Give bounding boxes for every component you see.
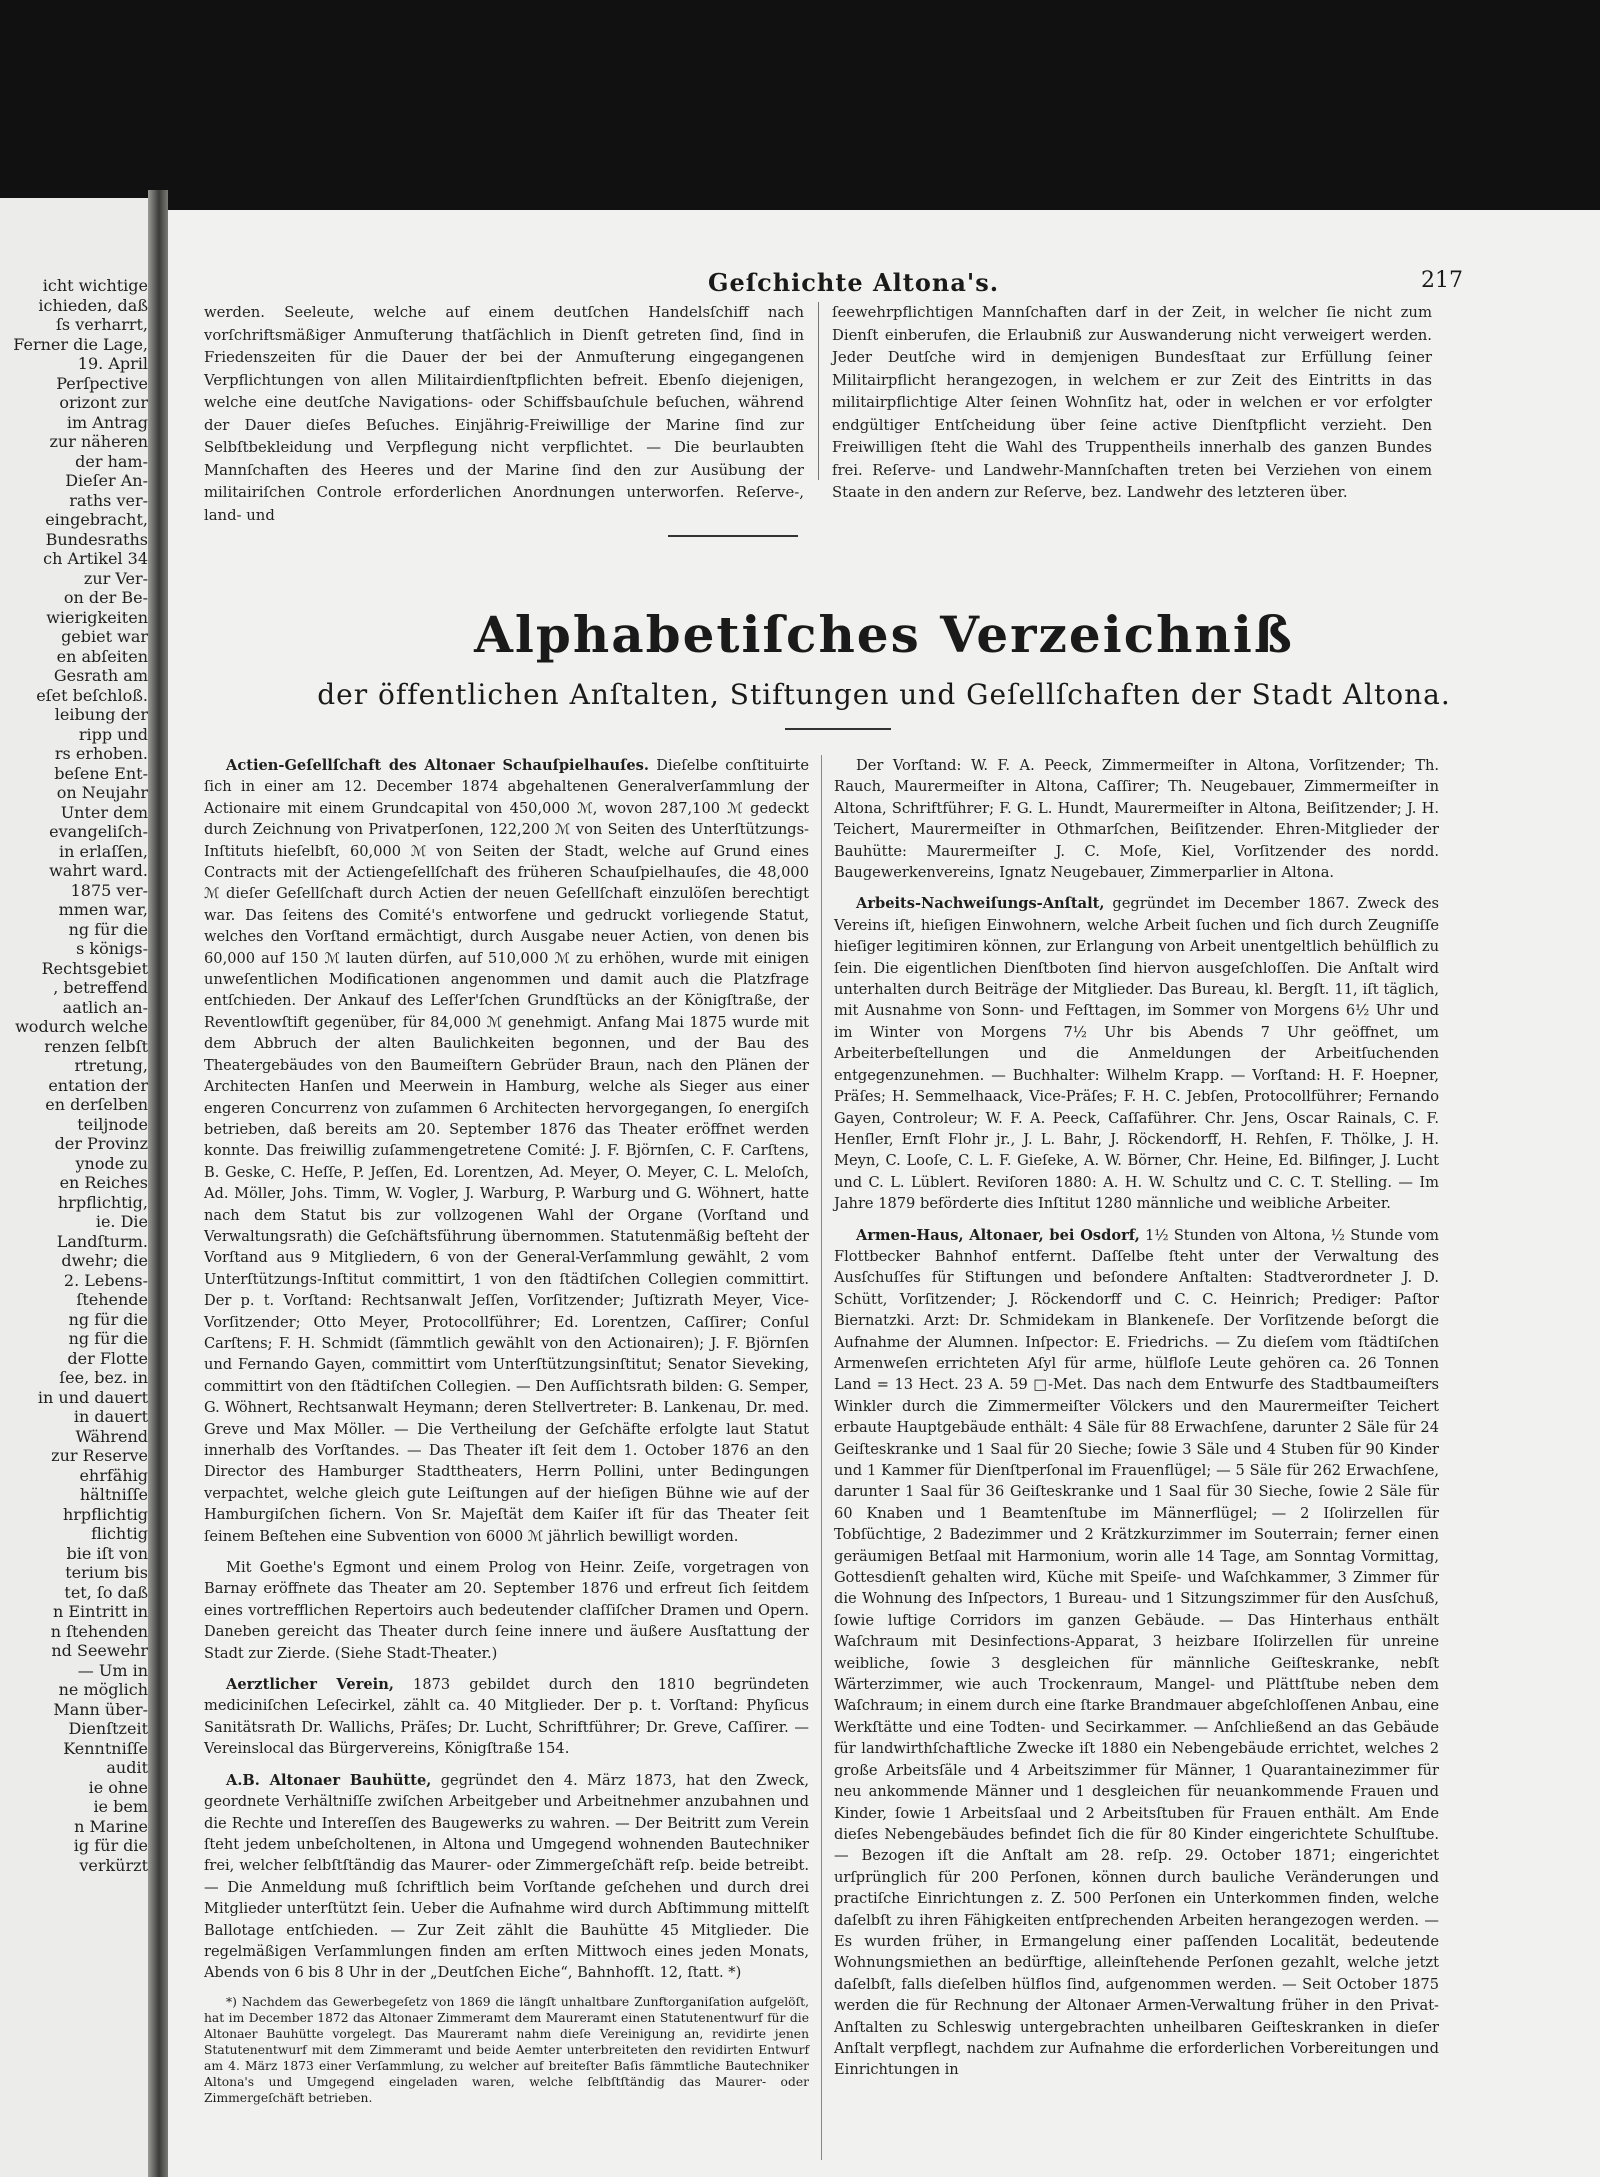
facing-page-line: im Antrag xyxy=(66,412,148,432)
facing-page-line: der Provinz xyxy=(54,1134,148,1153)
facing-page-line: verkürzt xyxy=(79,1855,148,1875)
directory-entry xyxy=(204,1557,809,1664)
entry-text: Der Vorſtand: W. F. A. Peeck, Zimmermeiſter in Altona, Vorſitzender; Th. Rauch, Maurermeiſter in Altona, Caſſirer; Th. Neugebauer, Zimmermeiſter in Altona, Schriftführer; F. G. L. Hundt, Maurermeiſter in Altona, Beiſitzender; J. H. Teichert, Maurermeiſter in Othmarſchen, Beiſitzender. Ehren-Mitglieder der Bauhütte: Maurermeiſter J. C. Moſe, Kiel, Vorſitzender des nordd. Baugewerkenvereins, Ignatz Neugebauer, Zimmerparlier in Altona. xyxy=(834,757,1439,882)
facing-page-line: terium bis xyxy=(65,1563,148,1582)
facing-page-line: en abſeiten xyxy=(56,646,148,666)
facing-page-line: eingebracht, xyxy=(45,510,148,529)
facing-page-line: ie ohne xyxy=(88,1777,148,1797)
facing-page-line: ichieden, daß xyxy=(38,295,148,315)
facing-page-line: ng für die xyxy=(68,1329,148,1348)
facing-page-line: ſs verharrt, xyxy=(55,315,148,334)
facing-page-line: bie iſt von xyxy=(66,1543,148,1563)
facing-page-line: zur näheren xyxy=(49,432,148,451)
facing-page-line: on der Be- xyxy=(63,588,148,607)
facing-page-line: n Marine xyxy=(74,1816,148,1836)
entry-text: 1873 gebildet durch den 1810 begründeten mediciniſchen Leſecirkel, zählt ca. 40 Mitglieder. Der p. t. Vorſtand: Phyſicus Sanitätsrath Dr. Wallichs, Präſes; Dr. Lucht, Schriftführer; Dr. Greve, Caſſirer. — Vereinslocal das Bürgervereins, Königſtraße 154. xyxy=(204,1676,809,1758)
title-rule xyxy=(785,728,891,730)
directory-entry xyxy=(204,1770,809,1984)
facing-page-line: hältniſſe xyxy=(79,1485,148,1504)
section-subtitle: der öffentlichen Anſtalten, Stiftungen und Geſellſchaften der Stadt Altona. xyxy=(317,678,1451,711)
entry-heading: Arbeits-Nachweiſungs-Anſtalt, xyxy=(856,895,1105,913)
facing-page-line: ig für die xyxy=(73,1836,148,1855)
section-rule xyxy=(668,535,798,537)
facing-page-line: orizont zur xyxy=(59,393,148,412)
facing-page-line: wahrt ward. xyxy=(49,861,148,880)
facing-page-line: Dieſer An- xyxy=(65,471,148,490)
facing-page-line: zur Ver- xyxy=(83,568,148,588)
facing-page-line: nd Seewehr xyxy=(51,1641,148,1660)
facing-page-line: , betreffend xyxy=(53,978,148,997)
facing-page-line: Perſpective xyxy=(56,373,148,393)
facing-page-line: en derſelben xyxy=(45,1095,148,1114)
facing-page-line: wierigkeiten xyxy=(46,607,148,627)
running-head: Geſchichte Altona's. xyxy=(708,268,1000,297)
facing-page-line: Dienſtzeit xyxy=(68,1719,148,1738)
facing-page-line: ng für die xyxy=(68,1309,148,1329)
facing-page-line: ng für die xyxy=(68,919,148,939)
facing-page-line: Unter dem xyxy=(60,802,148,822)
facing-page-line: flichtig xyxy=(91,1524,148,1543)
facing-page-line: renzen ſelbſt xyxy=(44,1036,148,1056)
facing-page-line: gebiet war xyxy=(61,627,148,646)
facing-page-line: in und dauert xyxy=(37,1387,148,1407)
facing-page-line: ie bem xyxy=(93,1797,148,1816)
facing-page-line: Landſturm. xyxy=(56,1231,148,1251)
facing-page-line: hrpflichtig xyxy=(62,1504,148,1524)
facing-page-line: tet, ſo daß xyxy=(64,1582,148,1602)
facing-page-line: ripp und xyxy=(78,724,148,744)
entry-heading: A.B. Altonaer Bauhütte, xyxy=(226,1771,432,1789)
entry-heading: Aerztlicher Verein, xyxy=(226,1676,394,1694)
entry-heading: Armen-Haus, Altonaer, bei Osdorf, xyxy=(856,1226,1140,1244)
facing-page-line: Mann über- xyxy=(53,1699,148,1719)
directory-entry xyxy=(834,755,1439,883)
facing-page-line: leibung der xyxy=(54,705,148,724)
facing-page-line: ynode zu xyxy=(75,1153,148,1173)
facing-page-line: ſtehende xyxy=(76,1290,148,1309)
facing-page-line: s königs- xyxy=(76,939,148,958)
top-left-column xyxy=(204,302,804,527)
facing-page-line: Während xyxy=(75,1426,148,1446)
facing-page-line: ie. Die xyxy=(95,1212,148,1231)
facing-page-line: — Um in xyxy=(77,1660,148,1680)
facing-page-line: 1875 ver- xyxy=(70,880,148,900)
facing-page-line: ehrfähig xyxy=(79,1465,148,1485)
facing-page-line: 19. April xyxy=(77,354,148,373)
facing-page-line: wodurch welche xyxy=(15,1017,148,1036)
facing-page-line: 2. Lebens- xyxy=(63,1270,148,1290)
facing-page-line: der ham- xyxy=(75,451,148,471)
facing-page-line: Bundesraths xyxy=(45,529,148,549)
facing-page-line: on Neujahr xyxy=(56,783,148,802)
facing-page-line: n ſtehenden xyxy=(50,1621,148,1641)
entry-heading: Actien-Geſellſchaft des Altonaer Schauſpielhauſes. xyxy=(226,757,649,774)
right-text-column xyxy=(834,755,1439,2091)
continued-text-block xyxy=(204,302,1434,524)
facing-page-line: evangeliſch- xyxy=(49,822,148,841)
facing-page-line: Ferner die Lage, xyxy=(13,334,148,354)
facing-page-line: beſene Ent- xyxy=(54,763,148,783)
directory-body xyxy=(204,755,1439,2165)
entry-text: Mit Goethe's Egmont und einem Prolog von Heinr. Zeiſe, vorgetragen von Barnay eröffnete das Theater am 20. September 1876 und erfreut ſich ſeitdem eines vortrefflichen Repertoirs auch bedeutender claſſiſcher Dramen und Opern. Daneben gereicht das Theater durch ſeine innere und äußere Ausſtattung der Stadt zur Zierde. (Siehe Stadt-Theater.) xyxy=(204,1559,809,1662)
facing-page-line: ne möglich xyxy=(58,1680,148,1699)
facing-page-fragment xyxy=(0,198,160,2177)
footnote: *) Nachdem das Gewerbegeſetz von 1869 die längſt unhaltbare Zunftorganiſation aufgelöſt, hat im December 1872 das Altonaer Zimmeramt dem Maureramt einen Statutenentwurf für die Altonaer Bauhütte vorgelegt. Das Maureramt nahm dieſe Vereinigung an, revidirte jenen Statutenentwurf mit dem Zimmeramt und beide Aemter unterbreiteten den revidirten Entwurf am 4. März 1873 einer Verſammlung, zu welcher auf breiteſter Baſis ſämmtliche Bautechniker Altona's und Umgegend eingeladen waren, welche ſelbſtſtändig das Maurer- oder Zimmergeſchäft betrieben. xyxy=(204,1994,809,2105)
section-title: Alphabetiſches Verzeichniß xyxy=(474,605,1294,664)
facing-page-line: Kenntniſſe xyxy=(63,1738,148,1758)
directory-entry xyxy=(204,755,809,1547)
facing-page-line: eſet beſchloß. xyxy=(36,685,148,705)
directory-entry xyxy=(204,1674,809,1760)
entry-text: Dieſelbe conſtituirte ſich in einer am 12. December 1874 abgehaltenen Generalverſammlung der Actionaire mit einem Grundcapital von 450,000 ℳ, wovon 287,100 ℳ gedeckt durch Zeichnung von Privatperſonen, 122,200 ℳ von Seiten des Unterſtützungs-Inſtituts hieſelbſt, 60,000 ℳ von Seiten der Stadt, welche auf Grund eines Contracts mit der Actiengeſellſchaft des früheren Schauſpielhauſes, die 48,000 ℳ dieſer Geſellſchaft durch Actien der neuen Geſellſchaft einzulöſen berechtigt war. Das ſeitens des Comité's entworfene und gedruckt vorliegende Statut, welches den Vorſtand ermächtigt, durch Ausgabe neuer Actien, von denen bis 60,000 auf 150 ℳ lauten dürfen, auf 510,000 ℳ zu erhöhen, wurde mit einigen unweſentlichen Modificationen angenommen und damit auch die Platzfrage entſchieden. Der Ankauf des Leſſer'ſchen Grundſtücks an der Königſtraße, der Reventlowſtift gegenüber, für 84,000 ℳ genehmigt. Anfang Mai 1875 wurde mit dem Abbruch der alten Baulichkeiten begonnen, und der Bau des Theatergebäudes von den Baumeiſtern Gebrüder Braun, nach den Plänen der Architecten Hanſen und Meerwein in Hamburg, welche als Sieger aus einer engeren Concurrenz von zuſammen 6 Architecten hervorgegangen, ſo energiſch betrieben, daß bereits am 20. September 1876 das Theater eröffnet werden konnte. Das freiwillig zuſammengetretene Comité: J. F. Björnſen, C. F. Carſtens, B. Geske, C. Heſſe, P. Jeſſen, Ed. Lorentzen, Ad. Meyer, O. Meyer, C. L. Meloſch, Ad. Möller, Johs. Timm, W. Vogler, J. Warburg, P. Warburg und G. Wöhnert, hatte nach dem Statut bis zur vollzogenen Wahl der Organe (Vorſtand und Verwaltungsrath) die Geſchäftsführung übernommen. Statutenmäßig beſteht der Vorſtand aus 9 Mitgliedern, 6 von der General-Verſammlung gewählt, 2 vom Unterſtützungs-Inſtitut committirt, 1 von den ſtädtiſchen Collegien committirt. Der p. t. Vorſtand: Rechtsanwalt Jeſſen, Vorſitzender; Juſtizrath Meyer, Vice-Vorſitzender; Otto Meyer, Protocollführer; Ed. Lorentzen, Caſſirer; Conſul Carſtens; F. H. Schmidt (ſämmtlich gewählt von den Actionairen); J. F. Björnſen und Fernando Gayen, committirt vom Unterſtützungsinſtitut; Senator Sieveking, committirt von den ſtädtiſchen Collegien. — Den Aufſichtsrath bilden: G. Semper, G. Wöhnert, Rechtsanwalt Heymann; deren Stellvertreter: B. Lankenau, Dr. med. Greve und Max Möller. — Die Vertheilung der Geſchäfte erfolgte laut Statut innerhalb des Vorſtandes. — Das Theater iſt ſeit dem 1. October 1876 an den Director des Hamburger Stadttheaters, Herrn Pollini, unter Bedingungen verpachtet, welche gleich gute Leiſtungen auf der hieſigen Bühne wie auf der Hamburgiſchen ſichern. Von Sr. Majeſtät dem Kaiſer iſt für das Theater ſeit ſeinem Beſtehen eine Subvention von 6000 ℳ jährlich bewilligt worden. xyxy=(204,757,809,1545)
facing-page-line: in erlaſſen, xyxy=(59,841,148,861)
facing-page-line: dwehr; die xyxy=(61,1251,148,1270)
facing-page-line: zur Reserve xyxy=(51,1446,148,1465)
top-right-paragraph: ſeewehrpflichtigen Mannſchaften darf in der Zeit, in welcher ſie nicht zum Dienſt einberufen, die Erlaubniß zur Auswanderung nicht verweigert werden. Jeder Deutſche wird in demjenigen Bundesſtaat zur Erfüllung ſeiner Militairpflicht herangezogen, in welchem er zur Zeit des Eintritts in das militairpflichtige Alter ſeinen Wohnſitz hat, oder in welchen er vor erfolgter endgültiger Entſcheidung über ſeine active Dienſtpflicht verzieht. Den Freiwilligen ſteht die Wahl des Truppentheils innerhalb des ganzen Bundes frei. Reſerve- und Landwehr-Mannſchaften treten bei Verziehen von einem Staate in den andern zur Reſerve, bez. Landwehr des letzteren über. xyxy=(832,304,1432,501)
facing-page-line: Gesrath am xyxy=(53,666,148,685)
facing-page-line: audit xyxy=(106,1758,148,1777)
facing-page-line: rtretung, xyxy=(74,1056,148,1075)
facing-page-line: der Flotte xyxy=(67,1348,148,1368)
directory-entry xyxy=(834,1225,1439,2081)
facing-page-line: rs erhoben. xyxy=(54,744,148,763)
facing-page-line: raths ver- xyxy=(69,490,148,510)
facing-page-line: in dauert xyxy=(73,1407,148,1426)
facing-page-line: ch Artikel 34 xyxy=(43,549,148,568)
column-divider xyxy=(818,302,819,480)
entry-text: gegründet im December 1867. Zweck des Vereins iſt, hieſigen Einwohnern, welche Arbeit ſuchen und ſich durch Zeugniſſe hieſiger legitimiren können, zur Erlangung von Arbeit unentgeltlich behülflich zu ſein. Die eigentlichen Dienſtboten ſind hiervon ausgeſchloſſen. Die Anſtalt wird unterhalten durch Beiträge der Mitglieder. Das Bureau, kl. Bergſt. 11, iſt täglich, mit Ausnahme von Sonn- und Feſttagen, im Sommer von Morgens 6½ Uhr und im Winter von Morgens 7½ Uhr bis Abends 7 Uhr geöffnet, um Arbeiterbeſtellungen und die Anmeldungen der Arbeitſuchenden entgegenzunehmen. — Buchhalter: Wilhelm Krapp. — Vorſtand: H. F. Hoepner, Präſes; H. Semmelhaack, Vice-Präſes; F. H. C. Jebſen, Protocollführer; Fernando Gayen, Controleur; W. F. A. Peeck, Caſſaführer. Chr. Jens, Oscar Rainals, C. F. Henſler, Ernſt Flohr jr., J. L. Bahr, J. Röckendorff, H. Rehſen, F. Thölke, J. H. Meyn, C. Looſe, C. L. F. Gieſeke, A. W. Börner, Chr. Heine, Ed. Bilfinger, J. Lucht und C. L. Lüblert. Reviſoren 1880: A. H. W. Schultz und C. C. T. Stelling. — Im Jahre 1879 beförderte dies Inſtitut 1280 männliche und weibliche Arbeiter. xyxy=(834,895,1439,1213)
book-gutter xyxy=(148,190,168,2177)
left-text-column xyxy=(204,755,809,2116)
page-number: 217 xyxy=(1421,268,1463,293)
entry-text: 1½ Stunden von Altona, ½ Stunde vom Flottbecker Bahnhof entfernt. Daſſelbe ſteht unter der Verwaltung des Ausſchuſſes für Stiftungen und beſondere Anſtalten: Stadtverordneter J. D. Schütt, Vorſitzender; J. Röckendorff und C. C. Heinrich; Prediger: Paſtor Biernatzki. Arzt: Dr. Schmidekam in Blankeneſe. Der Vorſitzende beſorgt die Aufnahme der Alumnen. Inſpector: E. Friedrichs. — Zu dieſem vom ſtädtiſchen Armenweſen errichteten Aſyl für arme, hülfloſe Leute gehören ca. 26 Tonnen Land = 13 Hect. 23 A. 59 □-Met. Das nach dem Entwurfe des Stadtbaumeiſters Winkler durch die Zimmermeiſter Völckers und den Maurermeiſter Teichert erbaute Hauptgebäude enthält: 4 Säle für 88 Erwachſene, darunter 2 Säle für 24 Geiſteskranke und 1 Saal für 20 Sieche; ſowie 3 Säle und 4 Stuben für 90 Kinder und 1 Kammer für Dienſtperſonal im Frauenflügel; — 5 Säle für 262 Erwachſene, darunter 1 Saal für 36 Geiſteskranke und 1 Saal für 30 Sieche, ſowie 2 Säle für 60 Knaben und 1 Beamtenſtube im Männerflügel; — 2 Iſolirzellen für Tobſüchtige, 2 Badezimmer und 2 Krätzkurzimmer im Souterrain; ferner einen geräumigen Betſaal mit Harmonium, worin alle 14 Tage, am Sonntag Vormittag, Gottesdienſt gehalten wird, Küche mit Speiſe- und Waſchkammer, 3 Zimmer für die Wohnung des Inſpectors, 1 Bureau- und 1 Sitzungszimmer für den Ausſchuß, ſowie luftige Corridors im ganzen Gebäude. — Das Hinterhaus enthält Waſchraum mit Desinfections-Apparat, 3 heizbare Iſolirzellen für unreine weibliche, ſowie 3 desgleichen für männliche Geiſteskranke, nebſt Wärterzimmer, wie auch Trockenraum, Mangel- und Plättſtube neben dem Waſchraum; in einem durch eine ſtarke Brandmauer abgeſchloſſenen Anbau, eine Werkſtätte und eine Todten- und Secirkammer. — Anſchließend an das Gebäude für landwirthſchaftliche Zwecke iſt 1880 ein Nebengebäude errichtet, welches 2 große Arbeitsſäle und 4 Arbeitszimmer für Männer, 1 Quarantainezimmer für neu ankommende Männer und 1 desgleichen für neuankommende Frauen und Kinder, ſowie 1 Arbeitsſaal und 2 Arbeitsſtuben für Frauen enthält. Am Ende dieſes Nebengebäudes befindet ſich die für 80 Kinder eingerichtete Schulſtube. — Bezogen iſt die Anſtalt am 28. reſp. 29. October 1871; eingerichtet urſprünglich für 200 Perſonen, können durch bauliche Veränderungen und practiſche Einrichtungen z. Z. 500 Perſonen ein Unterkommen finden, welche daſelbſt zu ihren Fähigkeiten entſprechenden Arbeiten herangezogen werden. — Es wurden früher, in Ermangelung einer paſſenden Localität, bedeutende Wohnungsmiethen an bedürftige, alleinſtehende Perſonen gezahlt, welche jetzt daſelbſt, falls dieſelben hülflos ſind, aufgenommen werden. — Seit October 1875 werden die für Rechnung der Altonaer Armen-Verwaltung früher in den Privat-Anſtalten zu Schleswig untergebrachten unheilbaren Geiſteskranken in dieſer Anſtalt verpflegt, nachdem zur Aufnahme die erforderlichen Vorbereitungen und Einrichtungen in xyxy=(834,1226,1439,2079)
directory-entry xyxy=(834,893,1439,1214)
facing-page-line: n Eintritt in xyxy=(52,1602,148,1621)
facing-page-line: teiljnode xyxy=(77,1114,148,1134)
facing-page-text xyxy=(0,276,160,1875)
facing-page-line: icht wichtige xyxy=(42,276,148,295)
entry-text: gegründet den 4. März 1873, hat den Zweck, geordnete Verhältniſſe zwiſchen Arbeitgeber und Arbeitnehmer anzubahnen und die Rechte und Intereſſen des Baugewerks zu wahren. — Der Beitritt zum Verein ſteht jedem unbeſcholtenen, in Altona und Umgegend wohnenden Bautechniker frei, welcher ſelbſtſtändig das Maurer- oder Zimmergeſchäft reſp. beide betreibt. — Die Anmeldung muß ſchriftlich beim Vorſtande geſchehen und durch drei Mitglieder unterſtützt ſein. Ueber die Aufnahme wird durch Abſtimmung mittelſt Ballotage entſchieden. — Zur Zeit zählt die Bauhütte 45 Mitglieder. Die regelmäßigen Verſammlungen finden am erſten Mittwoch eines jeden Monats, Abends von 6 bis 8 Uhr in der „Deutſchen Eiche“, Bahnhofſt. 12, ſtatt. *) xyxy=(204,1771,809,1982)
top-right-column xyxy=(832,302,1432,505)
facing-page-line: Rechtsgebiet xyxy=(41,958,148,978)
facing-page-line: aatlich an- xyxy=(62,997,148,1017)
facing-page-line: entation der xyxy=(48,1075,148,1095)
facing-page-line: en Reiches xyxy=(59,1173,148,1192)
facing-page-line: hrpflichtig, xyxy=(57,1192,148,1212)
facing-page-line: ſee, bez. in xyxy=(59,1368,148,1387)
facing-page-line: mmen war, xyxy=(58,900,148,919)
column-divider xyxy=(821,755,822,2160)
top-left-paragraph: werden. Seeleute, welche auf einem deutſchen Handelsſchiff nach vorſchriftsmäßiger Anmuſterung thatſächlich in Dienſt getreten ſind, ſind in Friedenszeiten für die Dauer der bei der Anmuſterung eingegangenen Verpflichtungen von allen Militairdienſtpflichten befreit. Ebenſo diejenigen, welche eine deutſche Navigations- oder Schiffsbauſchule beſuchen, während der Dauer dieſes Beſuches. Einjährig-Freiwillige der Marine ſind zur Selbſtbekleidung und Verpflegung nicht verpflichtet. — Die beurlaubten Mannſchaften des Heeres und der Marine ſind den zur Ausübung der militairiſchen Controle erforderlichen Anordnungen unterworfen. Reſerve-, land- und xyxy=(204,304,804,524)
book-page xyxy=(168,210,1600,2177)
